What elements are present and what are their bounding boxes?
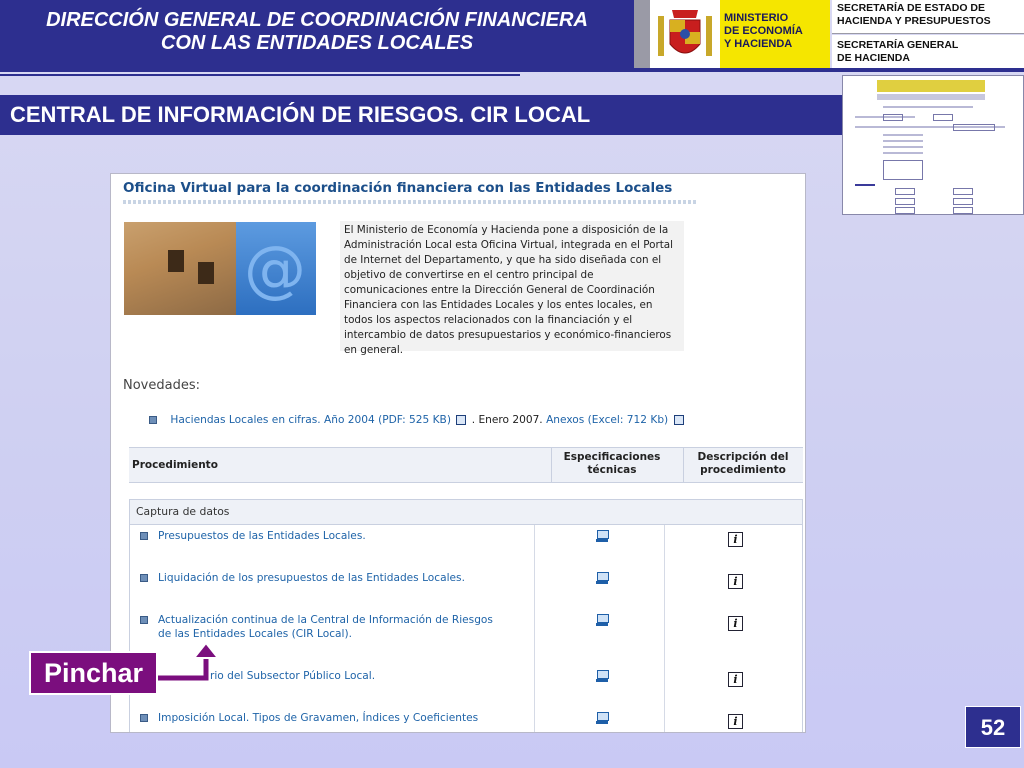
- procedure-link-subsector[interactable]: rio del Subsector Público Local.: [210, 670, 376, 682]
- secretaria-estado-label: [832, 0, 1024, 34]
- computer-icon[interactable]: [596, 530, 608, 542]
- pdf-icon[interactable]: [456, 415, 466, 425]
- thumbnail-header: [877, 80, 985, 92]
- thumbnail-line: [855, 184, 875, 186]
- window-shape: [168, 250, 184, 272]
- callout-arrow-icon: [150, 640, 230, 690]
- secretaria-general-label: [832, 35, 1024, 68]
- column-divider: [534, 525, 535, 733]
- page-number: 52: [965, 706, 1021, 748]
- header-title-line1: DIRECCIÓN GENERAL DE COORDINACIÓN FINANCIERA: [46, 9, 588, 31]
- col-especificaciones: Especificaciones técnicas: [563, 451, 661, 476]
- procedure-link-imposicion[interactable]: Imposición Local. Tipos de Gravamen, Índices y Coeficientes: [158, 712, 479, 724]
- intro-text: El Ministerio de Economía y Hacienda pone a disposición de la Administración Local esta Oficina Virtual, integrada en el Portal de Internet del Departamento, y que ha sido diseñada con el objetivo de convertirse en el centro principal de comunicaciones entre la Dirección General de Coordinación Financiera con las Entidades Locales y los entes locales, en todos los aspectos relacionados con la financiación y el intercambio de datos presupuestarios y económico-financieros en general.: [340, 221, 684, 351]
- info-icon[interactable]: i: [728, 714, 743, 729]
- secretaria2-line1: SECRETARÍA GENERAL: [837, 39, 959, 51]
- bullet-icon: [140, 714, 148, 722]
- column-divider: [664, 525, 665, 733]
- thumbnail-box: [953, 124, 995, 131]
- form-thumbnail: [842, 75, 1024, 215]
- thumbnail-line: [883, 146, 923, 148]
- coat-of-arms-icon: [650, 0, 720, 68]
- excel-icon[interactable]: [674, 415, 684, 425]
- news-item: [149, 414, 686, 426]
- procedure-link-liquidacion[interactable]: Liquidación de los presupuestos de las Entidades Locales.: [158, 572, 465, 584]
- thumbnail-box: [953, 207, 973, 214]
- banner-photo: [124, 222, 316, 315]
- site-title-rule: [123, 200, 697, 204]
- procedure-link-presupuestos[interactable]: Presupuestos de las Entidades Locales.: [158, 530, 366, 542]
- ministry-line3: Y HACIENDA: [724, 38, 793, 50]
- info-icon[interactable]: i: [728, 672, 743, 687]
- bullet-icon: [149, 416, 157, 424]
- thumbnail-line: [883, 106, 973, 108]
- procedure-link-cir-local[interactable]: Actualización continua de la Central de Información de Riesgos de las Entidades Locales (CIR Local).: [158, 614, 493, 640]
- procedure-table-header: [129, 447, 803, 483]
- computer-icon[interactable]: [596, 614, 608, 626]
- window-shape: [198, 262, 214, 284]
- news-date: . Enero 2007.: [471, 414, 543, 426]
- info-icon[interactable]: i: [728, 616, 743, 631]
- thumbnail-band: [877, 94, 985, 100]
- computer-icon[interactable]: [596, 670, 608, 682]
- list-item[interactable]: [158, 613, 498, 641]
- thumbnail-box: [895, 188, 915, 195]
- col-descripcion: Descripción del procedimiento: [697, 451, 789, 476]
- computer-icon[interactable]: [596, 712, 608, 724]
- ministry-line1: MINISTERIO: [724, 12, 789, 24]
- thumbnail-box: [895, 198, 915, 205]
- bullet-icon: [140, 574, 148, 582]
- news-link-excel[interactable]: Anexos (Excel: 712 Kb): [546, 414, 669, 426]
- list-item[interactable]: [210, 669, 500, 683]
- capture-table: [129, 499, 803, 733]
- thumbnail-line: [883, 134, 923, 136]
- list-item[interactable]: [158, 571, 518, 585]
- info-icon[interactable]: i: [728, 532, 743, 547]
- thumbnail-box: [933, 114, 953, 121]
- thumbnail-box: [883, 160, 923, 180]
- callout-pinchar: Pinchar: [29, 651, 158, 695]
- ministry-line2: DE ECONOMÍA: [724, 25, 803, 37]
- bullet-icon: [140, 616, 148, 624]
- col-procedimiento: Procedimiento: [132, 459, 218, 471]
- capture-heading: [130, 500, 802, 525]
- thumbnail-box: [883, 114, 903, 121]
- news-link-pdf[interactable]: Haciendas Locales en cifras. Año 2004 (PDF: 525 KB): [170, 414, 451, 426]
- thumbnail-box: [953, 198, 973, 205]
- list-item[interactable]: [158, 711, 528, 725]
- site-title: Oficina Virtual para la coordinación financiera con las Entidades Locales: [123, 180, 673, 196]
- secretaria2-line2: DE HACIENDA: [837, 51, 910, 64]
- header-rule-thin: [0, 74, 520, 76]
- thumbnail-box: [953, 188, 973, 195]
- ministry-label: [720, 0, 830, 68]
- news-heading: Novedades:: [123, 378, 200, 393]
- slide-title: CENTRAL DE INFORMACIÓN DE RIESGOS. CIR LOCAL: [0, 95, 843, 135]
- thumbnail-line: [883, 140, 923, 142]
- thumbnail-box: [895, 207, 915, 214]
- secretaria1-line1: SECRETARÍA DE ESTADO DE: [837, 2, 985, 14]
- capture-heading-label: Captura de datos: [136, 505, 230, 518]
- header-rule: [0, 68, 1024, 72]
- header-title: [0, 0, 634, 68]
- bullet-icon: [140, 532, 148, 540]
- secretaria1-line2: HACIENDA Y PRESUPUESTOS: [837, 14, 991, 27]
- thumbnail-line: [883, 152, 923, 154]
- header-divider: [634, 0, 650, 68]
- header-title-line2: CON LAS ENTIDADES LOCALES: [160, 32, 474, 54]
- info-icon[interactable]: i: [728, 574, 743, 589]
- list-item[interactable]: [158, 529, 518, 543]
- at-sign-icon: @: [244, 232, 306, 305]
- computer-icon[interactable]: [596, 572, 608, 584]
